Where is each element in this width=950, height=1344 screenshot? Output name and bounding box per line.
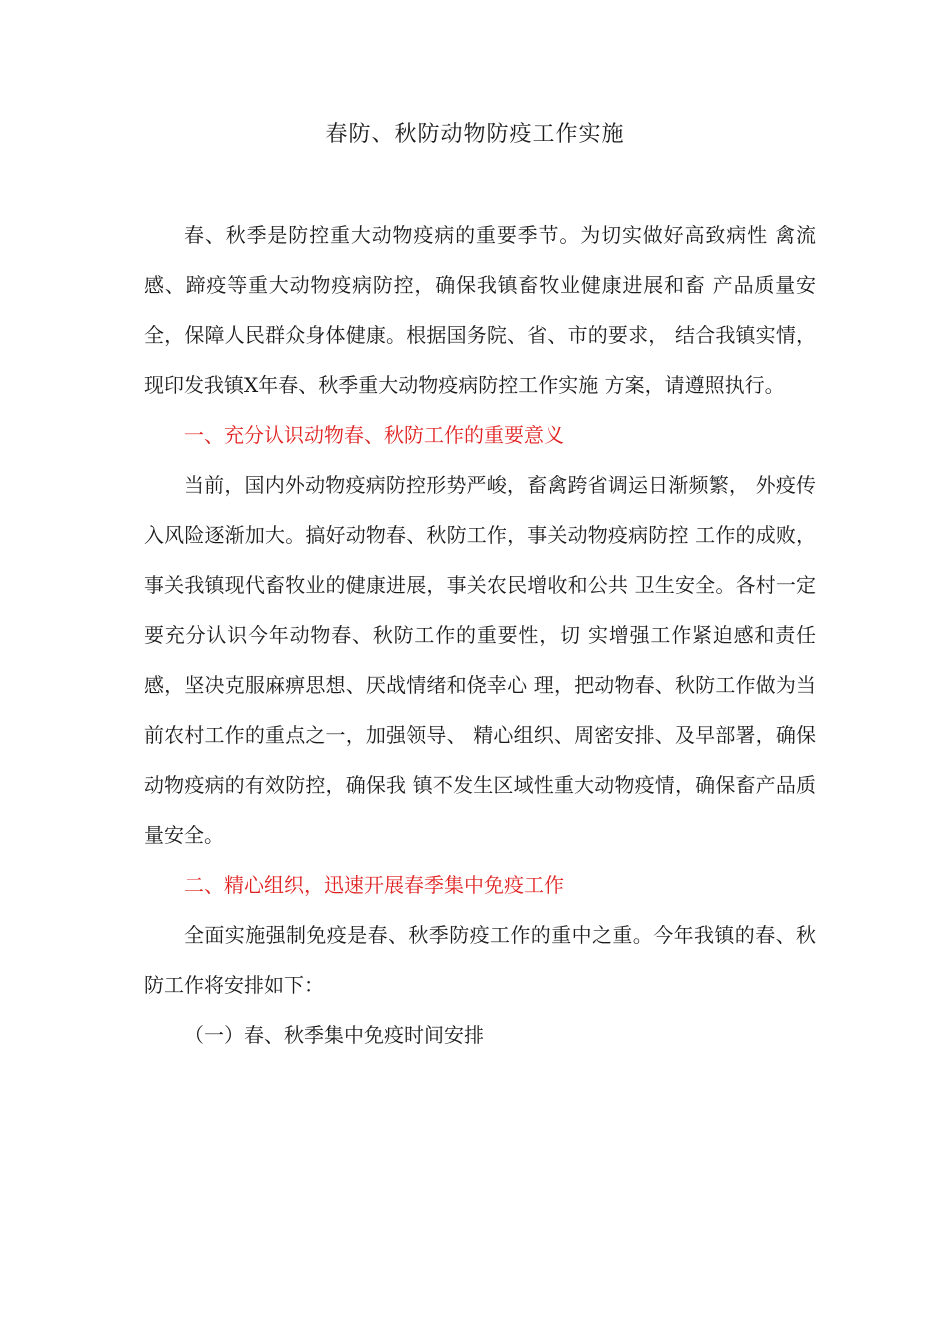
subsection-heading-1: （一）春、秋季集中免疫时间安排 — [184, 1023, 484, 1047]
section-2-paragraph: 全面实施强制免疫是春、秋季防疫工作的重中之重。今年我镇的春、秋防工作将安排如下： — [144, 923, 816, 997]
intro-paragraph: 春、秋季是防控重大动物疫病的重要季节。为切实做好高致病性 禽流感、蹄疫等重大动物疫病防控，确保我镇畜牧业健康进展和畜 产品质量安全，保障人民群众身体健康。根据国务院、省、市的要求， 结合我镇实情，现印发我镇X年春、秋季重大动物疫病防控工作实施 方案，请遵照执行。 — [144, 223, 816, 397]
document-body — [144, 210, 816, 1060]
section-1-paragraph: 当前，国内外动物疫病防控形势严峻，畜禽跨省调运日渐频繁， 外疫传入风险逐渐加大。搞好动物春、秋防工作，事关动物疫病防控 工作的成败，事关我镇现代畜牧业的健康进展，事关农民增收和公共 卫生安全。各村一定要充分认识今年动物春、秋防工作的重要性，切 实增强工作紧迫感和责任感，坚决克服麻痹思想、厌战情绪和侥幸心 理，把动物春、秋防工作做为当前农村工作的重点之一，加强领导、 精心组织、周密安排、及早部署，确保动物疫病的有效防控，确保我 镇不发生区域性重大动物疫情，确保畜产品质量安全。 — [144, 473, 816, 847]
section-heading-1: 一、充分认识动物春、秋防工作的重要意义 — [184, 423, 564, 447]
document-title: 春防、秋防动物防疫工作实施 — [325, 122, 625, 147]
section-heading-2: 二、精心组织，迅速开展春季集中免疫工作 — [184, 873, 564, 897]
